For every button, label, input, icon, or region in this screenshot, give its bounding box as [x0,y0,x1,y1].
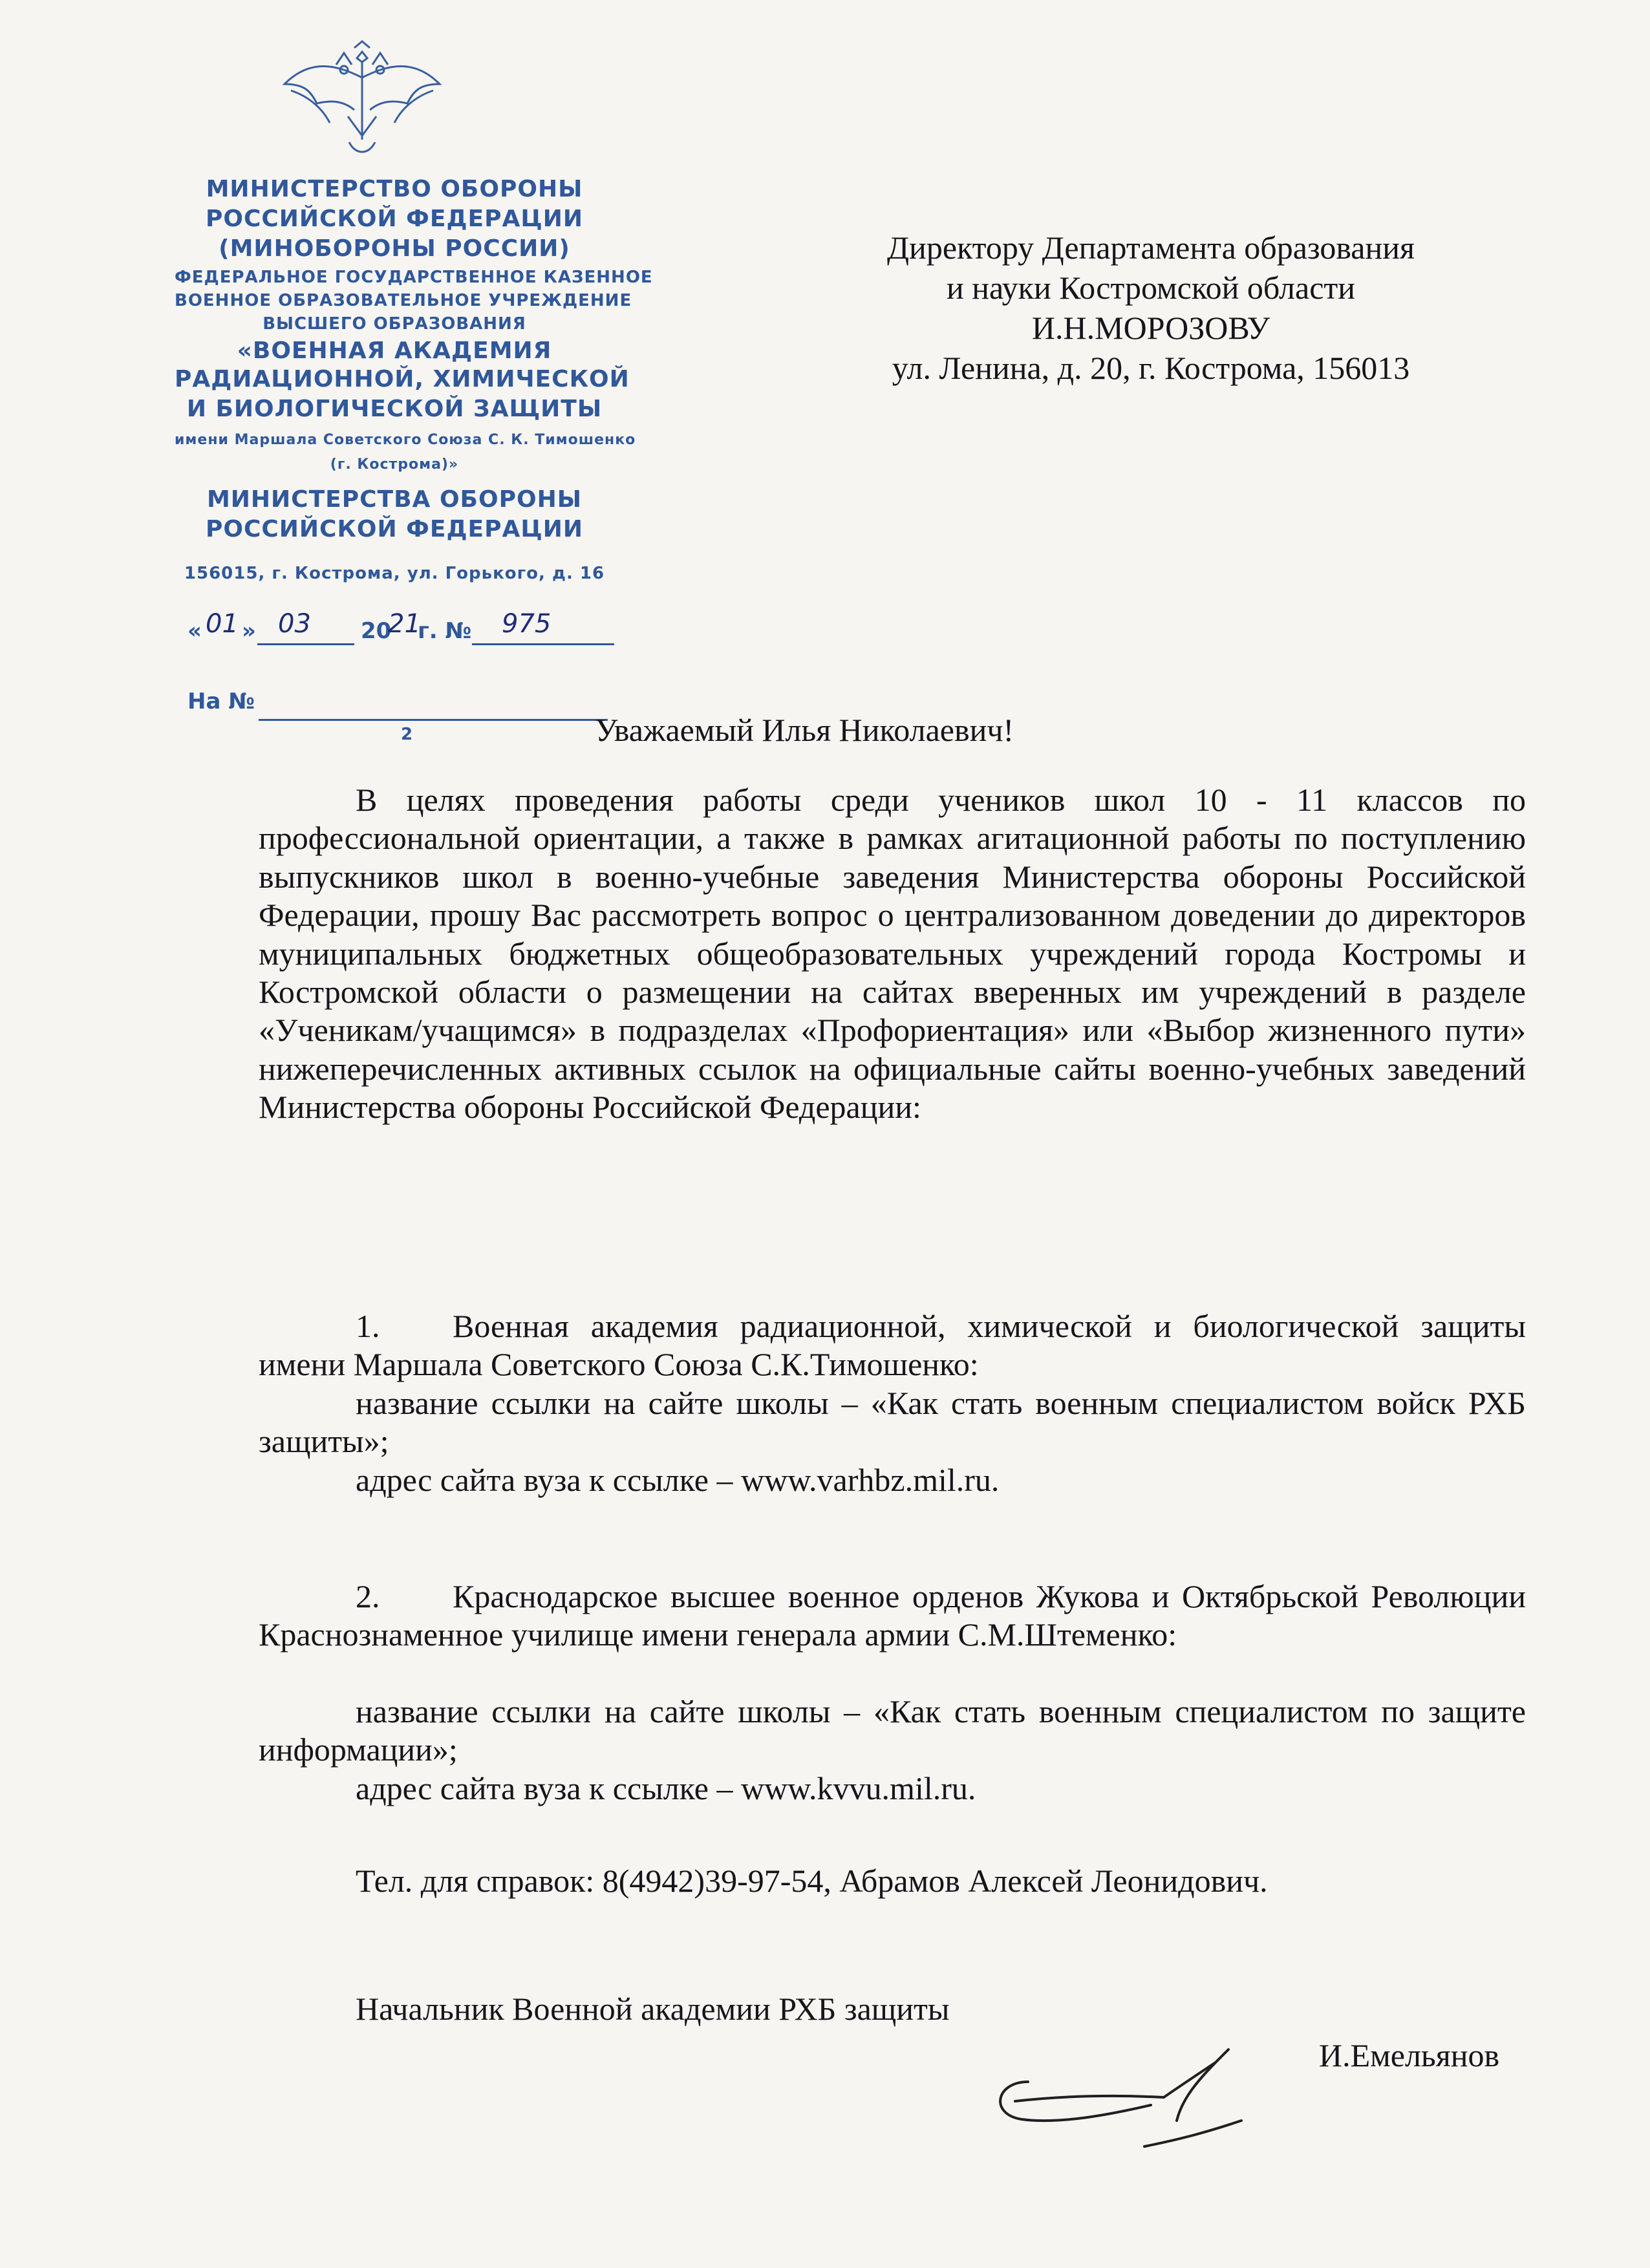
date-month: 03 [278,609,311,639]
list-item-2-address: адрес сайта вуза к ссылке – www.kvvu.mil.ru. [356,1770,976,1806]
reference-label: На № [188,689,255,714]
date-quote-close: » [242,618,256,644]
intro-paragraph: В целях проведения работы среди учеников школ 10 - 11 классов по профессиональной ориентации, а также в рамках агитационной работы по поступлению выпускников школ в военно-учебные заведения Министерства обороны Российской Федерации, прошу Вас рассмотреть вопрос о централизованном доведении до директоров муниципальных бюджетных общеобразовательных учреждений города Костромы и Костромской области о размещении на сайтах вверенных им учреждений в разделе «Ученикам/учащимся» в подразделах «Профориентация» или «Выбор жизненного пути» нижеперечисленных активных ссылок на официальные сайты военно-учебных заведений Министерства обороны Российской Федерации: [259,782,1526,1126]
eagle-emblem-icon [272,39,453,168]
stamp-line-address: 156015, г. Кострома, ул. Горького, д. 16 [184,564,605,583]
list-item-2-link-name: название ссылки на сайте школы – «Как стать военным специалистом по защите информации»; [259,1693,1526,1768]
stamp-line-federal: ФЕДЕРАЛЬНОЕ ГОСУДАРСТВЕННОЕ КАЗЕННОЕ [175,268,653,287]
salutation: Уважаемый Илья Николаевич! [595,712,1014,748]
list-item-1 [259,1307,1526,1384]
stamp-line-federation: РОССИЙСКОЙ ФЕДЕРАЦИИ [205,206,584,232]
handwritten-signature-icon [983,2043,1280,2159]
list-item-1-number: 1. [356,1308,380,1344]
stamp-line-named-after: имени Маршала Советского Союза С. К. Тимошенко [175,432,636,448]
list-item-2-number: 2. [356,1578,380,1614]
reference-small-number: 2 [401,725,413,744]
contact-phone: Тел. для справок: 8(4942)39-97-54, Абрамов Алексей Леонидович. [356,1863,1268,1899]
date-quote-open: « [188,618,202,644]
reference-underline [259,719,608,721]
addressee-department: и науки Костромской области [946,270,1355,306]
list-item-2-title: Краснодарское высшее военное орденов Жукова и Октябрьской Революции Краснознаменное училище имени генерала армии С.М.Штеменко: [259,1578,1526,1653]
stamp-line-ministry-2: МИНИСТЕРСТВА ОБОРОНЫ [206,486,583,513]
date-number: 975 [502,609,552,639]
stamp-line-academy: «ВОЕННАЯ АКАДЕМИЯ [237,337,552,364]
stamp-date-line [188,608,614,653]
date-year: 21 [388,609,421,639]
addressee-block [834,228,1468,388]
stamp-line-higher-edu: ВЫСШЕГО ОБРАЗОВАНИЯ [262,314,526,334]
addressee-position: Директору Департамента образования [886,230,1415,266]
date-month-underline [257,643,354,645]
stamp-line-minoborony: (МИНОБОРОНЫ РОССИИ) [219,235,570,262]
stamp-line-military: ВОЕННОЕ ОБРАЗОВАТЕЛЬНОЕ УЧРЕЖДЕНИЕ [175,291,632,310]
addressee-name: И.Н.МОРОЗОВУ [1031,310,1270,346]
stamp-line-federation-2: РОССИЙСКОЙ ФЕДЕРАЦИИ [205,516,584,542]
stamp-line-city: (г. Кострома)» [330,456,459,473]
date-day: 01 [206,609,239,639]
list-item-1-address: адрес сайта вуза к ссылке – www.varhbz.mil.ru. [356,1462,1000,1498]
signatory-position: Начальник Военной академии РХБ защиты [356,1991,950,2027]
stamp-line-radiation: РАДИАЦИОННОЙ, ХИМИЧЕСКОЙ [175,366,630,392]
stamp-line-biological: И БИОЛОГИЧЕСКОЙ ЗАЩИТЫ [186,396,603,422]
list-item-1-title: Военная академия радиационной, химической и биологической защиты имени Маршала Советского Союза С.К.Тимошенко: [259,1308,1526,1383]
date-number-underline [472,643,614,645]
list-item-2 [259,1578,1526,1654]
addressee-address: ул. Ленина, д. 20, г. Кострома, 156013 [892,350,1410,386]
date-number-label: г. № [418,618,472,644]
date-year-prefix: 20 [361,618,392,644]
stamp-reference-line [188,689,614,744]
signatory-name: И.Емельянов [1319,2037,1500,2073]
list-item-1-link-name: название ссылки на сайте школы – «Как стать военным специалистом войск РХБ защиты»; [259,1385,1526,1460]
stamp-line-ministry: МИНИСТЕРСТВО ОБОРОНЫ [206,176,583,202]
